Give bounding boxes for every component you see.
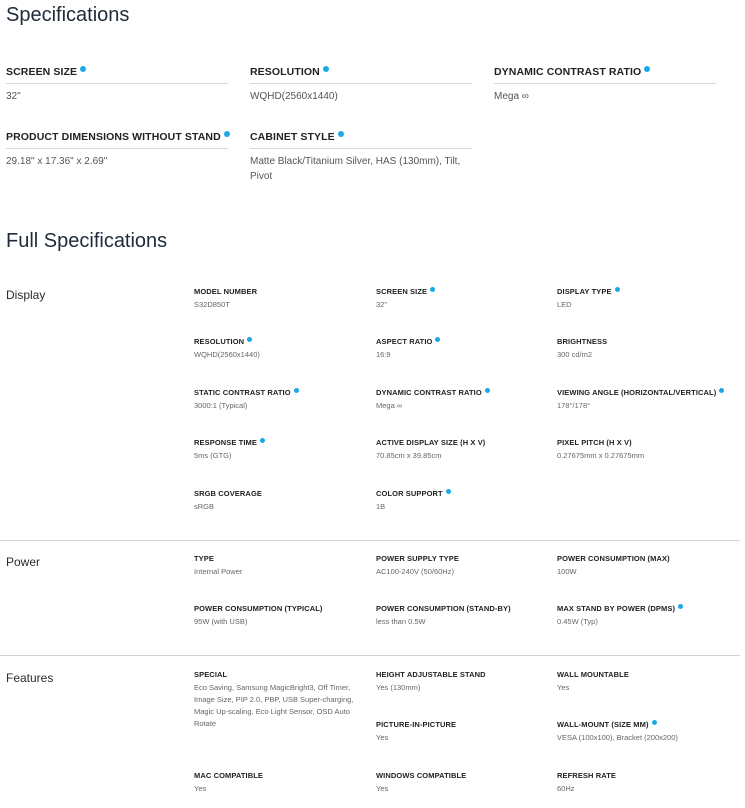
spec-power-consumption-max [557,554,737,578]
spec-value: Yes (130mm) [376,683,421,692]
spec-color-support [376,489,556,513]
spec-value: 178°/178° [557,401,591,410]
category-power: Power [6,555,41,569]
spec-label: CABINET STYLE [250,131,335,143]
spec-value: Yes [557,683,570,692]
spec-label: DISPLAY TYPE [557,287,612,296]
spec-label: BRIGHTNESS [557,337,608,346]
info-icon[interactable] [678,604,683,609]
spec-label: STATIC CONTRAST RATIO [194,388,291,397]
spec-value: S32D850T [194,300,230,309]
spec-aspect-ratio [376,337,556,361]
spec-brightness [557,337,737,361]
spec-value: 29.18" x 17.36" x 2.69" [6,156,108,167]
spec-label: VIEWING ANGLE (HORIZONTAL/VERTICAL) [557,388,717,397]
spec-value: less than 0.5W [376,617,426,626]
spec-pixel-pitch [557,438,737,462]
spec-dynamic-contrast [376,388,556,412]
info-icon[interactable] [80,66,86,72]
category-features: Features [6,671,54,685]
spec-label: TYPE [194,554,214,563]
specifications-heading: Specifications [6,4,130,26]
spec-value: 300 cd/m2 [557,350,593,359]
spec-label: RESOLUTION [250,66,320,78]
spec-label: DYNAMIC CONTRAST RATIO [376,388,482,397]
spec-dimensions [6,131,228,169]
spec-label: POWER SUPPLY TYPE [376,554,459,563]
info-icon[interactable] [247,337,252,342]
spec-value: Internal Power [194,567,243,576]
info-icon[interactable] [430,287,435,292]
spec-label: WINDOWS COMPATIBLE [376,771,467,780]
spec-value: 3000:1 (Typical) [194,401,248,410]
spec-value: Matte Black/Titanium Silver, HAS (130mm), Tilt, Pivot [250,156,461,182]
spec-cabinet-style [250,131,472,184]
info-icon[interactable] [652,720,657,725]
info-icon[interactable] [323,66,329,72]
spec-power-consumption-typical [194,604,374,628]
spec-value: VESA (100x100), Bracket (200x200) [557,733,678,742]
spec-display-type [557,287,737,311]
spec-label: SRGB COVERAGE [194,489,262,498]
spec-label: ASPECT RATIO [376,337,433,346]
spec-value: 32" [6,91,21,102]
info-icon[interactable] [338,131,344,137]
spec-label: RESPONSE TIME [194,438,257,447]
spec-special [194,670,372,730]
spec-label: DYNAMIC CONTRAST RATIO [494,66,642,78]
spec-value: 100W [557,567,577,576]
spec-resolution [194,337,374,361]
spec-value: AC100-240V (50/60Hz) [376,567,454,576]
spec-value: 95W (with USB) [194,617,248,626]
category-display: Display [6,288,46,302]
info-icon[interactable] [294,388,299,393]
spec-value: Yes [376,784,389,793]
info-icon[interactable] [224,131,230,137]
info-icon[interactable] [260,438,265,443]
spec-value: 1B [376,502,386,511]
spec-label: SPECIAL [194,670,228,679]
info-icon[interactable] [435,337,440,342]
spec-resolution [250,66,472,104]
spec-max-standby-power [557,604,737,628]
spec-label: WALL MOUNTABLE [557,670,629,679]
spec-value: WQHD(2560x1440) [250,91,338,102]
spec-windows-compatible [376,771,556,795]
spec-value: Yes [194,784,207,793]
spec-label: MODEL NUMBER [194,287,258,296]
spec-power-supply-type [376,554,556,578]
spec-label: HEIGHT ADJUSTABLE STAND [376,670,486,679]
spec-srgb-coverage [194,489,374,513]
spec-value: 70.85cm x 39.85cm [376,451,442,460]
section-divider [0,655,740,656]
spec-label: MAC COMPATIBLE [194,771,264,780]
spec-label: ACTIVE DISPLAY SIZE (H X V) [376,438,486,447]
spec-screen-size [6,66,228,104]
spec-wall-mountable [557,670,737,694]
spec-label: PICTURE-IN-PICTURE [376,720,457,729]
info-icon[interactable] [615,287,620,292]
spec-label: POWER CONSUMPTION (STAND-BY) [376,604,511,613]
spec-mac-compatible [194,771,374,795]
spec-wall-mount-size [557,720,737,744]
spec-label: WALL-MOUNT (SIZE MM) [557,720,649,729]
spec-static-contrast [194,388,374,412]
spec-label: RESOLUTION [194,337,245,346]
spec-refresh-rate [557,771,737,795]
spec-label: POWER CONSUMPTION (MAX) [557,554,670,563]
spec-height-adjustable-stand [376,670,556,694]
spec-label: PIXEL PITCH (H X V) [557,438,632,447]
spec-value: 0.45W (Typ) [557,617,598,626]
spec-value: Mega ∞ [376,401,403,410]
full-specifications-heading: Full Specifications [6,230,168,252]
spec-value: 5ms (GTG) [194,451,232,460]
spec-response-time [194,438,374,462]
spec-label: MAX STAND BY POWER (DPMS) [557,604,676,613]
spec-viewing-angle [557,388,737,412]
spec-label: SCREEN SIZE [376,287,428,296]
spec-screen-size [376,287,556,311]
info-icon[interactable] [644,66,650,72]
spec-value: LED [557,300,572,309]
info-icon[interactable] [485,388,490,393]
spec-value: 60Hz [557,784,575,793]
section-divider [0,540,740,541]
spec-dynamic-contrast [494,66,716,104]
spec-label: REFRESH RATE [557,771,616,780]
spec-value: 16:9 [376,350,391,359]
spec-power-consumption-standby [376,604,556,628]
spec-model-number [194,287,374,311]
spec-power-type [194,554,374,578]
spec-label: SCREEN SIZE [6,66,78,78]
spec-value: 0.27675mm x 0.27675mm [557,451,645,460]
spec-picture-in-picture [376,720,556,744]
spec-label: COLOR SUPPORT [376,489,443,498]
spec-value: Mega ∞ [494,91,529,102]
spec-value: Eco Saving, Samsung MagicBright3, Off Timer, Image Size, PIP 2.0, PBP, USB Super-charging, Magic Up-scaling, Eco Light Sensor, OSD Auto Rotate [194,683,354,728]
spec-label: PRODUCT DIMENSIONS WITHOUT STAND [6,131,221,143]
spec-value: 32" [376,300,388,309]
spec-value: WQHD(2560x1440) [194,350,260,359]
spec-active-display-size [376,438,556,462]
spec-label: POWER CONSUMPTION (TYPICAL) [194,604,323,613]
spec-value: Yes [376,733,389,742]
info-icon[interactable] [446,489,451,494]
info-icon[interactable] [719,388,724,393]
spec-value: sRGB [194,502,215,511]
